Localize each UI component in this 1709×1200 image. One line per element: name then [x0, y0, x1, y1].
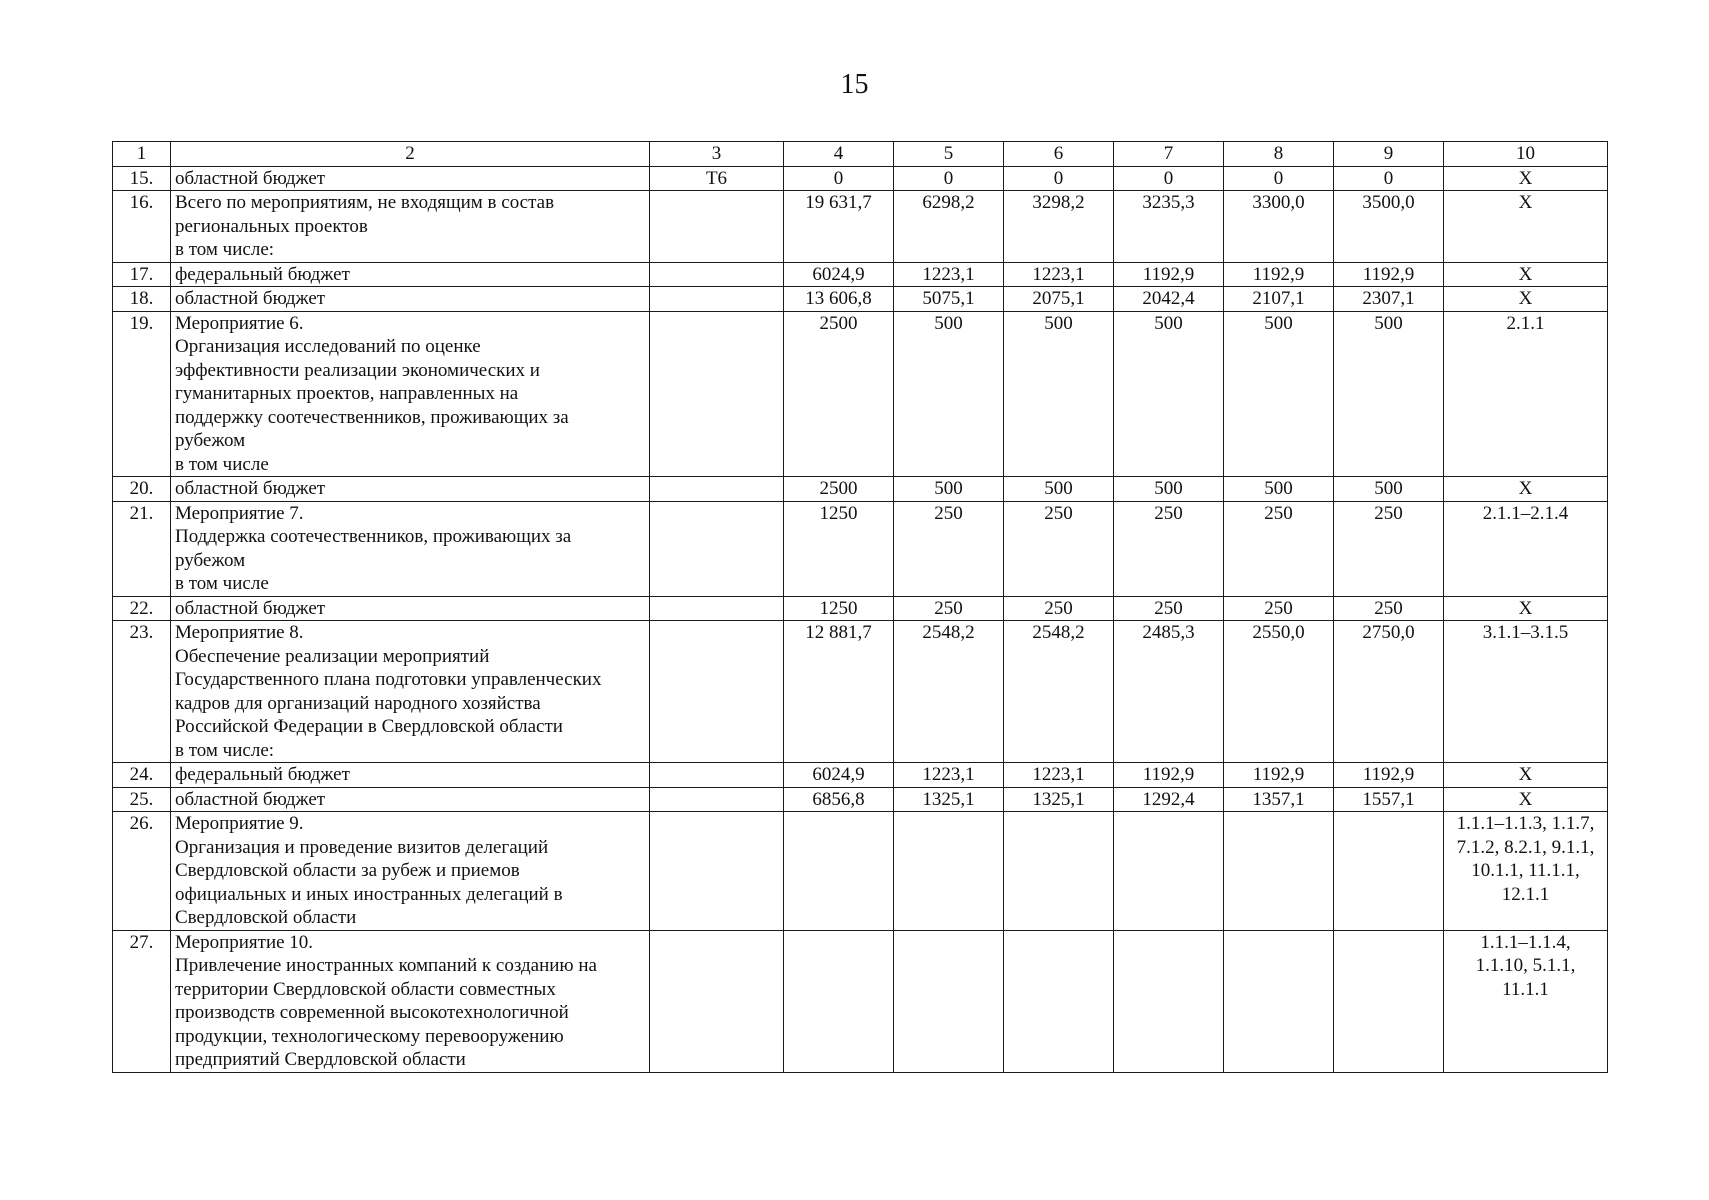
row-value-col5: 2548,2	[894, 621, 1004, 763]
row-value-col4: 1250	[784, 596, 894, 621]
row-number: 21.	[113, 501, 171, 596]
row-value-col7	[1114, 812, 1224, 931]
row-value-col6: 2548,2	[1004, 621, 1114, 763]
row-value-col4: 19 631,7	[784, 191, 894, 263]
row-value-col9: 2750,0	[1334, 621, 1444, 763]
row-value-col9: 1192,9	[1334, 262, 1444, 287]
row-name: областной бюджет	[171, 596, 650, 621]
row-source-code	[650, 191, 784, 263]
row-value-col8: 500	[1224, 311, 1334, 477]
row-value-col9: 2307,1	[1334, 287, 1444, 312]
row-value-col4: 12 881,7	[784, 621, 894, 763]
row-value-col5: 0	[894, 166, 1004, 191]
row-number: 22.	[113, 596, 171, 621]
row-name: Всего по мероприятиям, не входящим в состав региональных проектов в том числе:	[171, 191, 650, 263]
row-value-col4: 6856,8	[784, 787, 894, 812]
row-value-col8: 500	[1224, 477, 1334, 502]
row-value-col7: 3235,3	[1114, 191, 1224, 263]
row-target-indicators: Х	[1444, 287, 1608, 312]
row-target-indicators: Х	[1444, 262, 1608, 287]
row-name: областной бюджет	[171, 787, 650, 812]
table-row	[113, 501, 1608, 596]
row-value-col9	[1334, 812, 1444, 931]
row-value-col7: 500	[1114, 311, 1224, 477]
row-name: Мероприятие 7. Поддержка соотечественников, проживающих за рубежом в том числе	[171, 501, 650, 596]
row-value-col6: 1325,1	[1004, 787, 1114, 812]
table-row	[113, 311, 1608, 477]
row-value-col7: 2042,4	[1114, 287, 1224, 312]
row-value-col7: 0	[1114, 166, 1224, 191]
row-number: 27.	[113, 930, 171, 1072]
row-value-col8: 250	[1224, 596, 1334, 621]
table-row	[113, 621, 1608, 763]
row-number: 15.	[113, 166, 171, 191]
row-target-indicators: Х	[1444, 787, 1608, 812]
row-source-code	[650, 763, 784, 788]
row-value-col9: 1192,9	[1334, 763, 1444, 788]
row-value-col8: 2107,1	[1224, 287, 1334, 312]
row-value-col9: 250	[1334, 501, 1444, 596]
row-source-code	[650, 262, 784, 287]
row-source-code	[650, 621, 784, 763]
row-value-col6: 500	[1004, 477, 1114, 502]
row-value-col7: 500	[1114, 477, 1224, 502]
row-number: 24.	[113, 763, 171, 788]
row-number: 17.	[113, 262, 171, 287]
row-source-code	[650, 812, 784, 931]
column-header: 7	[1114, 142, 1224, 167]
row-number: 25.	[113, 787, 171, 812]
row-value-col6: 0	[1004, 166, 1114, 191]
row-value-col7: 1292,4	[1114, 787, 1224, 812]
row-source-code	[650, 477, 784, 502]
row-value-col4: 0	[784, 166, 894, 191]
row-value-col9: 3500,0	[1334, 191, 1444, 263]
row-value-col9: 0	[1334, 166, 1444, 191]
row-value-col9: 500	[1334, 311, 1444, 477]
row-source-code	[650, 596, 784, 621]
row-value-col7: 1192,9	[1114, 262, 1224, 287]
table-row	[113, 596, 1608, 621]
column-header: 5	[894, 142, 1004, 167]
row-source-code	[650, 787, 784, 812]
table-row	[113, 166, 1608, 191]
table-row	[113, 477, 1608, 502]
table-row	[113, 262, 1608, 287]
row-value-col5: 1325,1	[894, 787, 1004, 812]
row-value-col8: 3300,0	[1224, 191, 1334, 263]
row-value-col9: 500	[1334, 477, 1444, 502]
row-value-col5: 500	[894, 311, 1004, 477]
row-number: 20.	[113, 477, 171, 502]
row-target-indicators: 2.1.1	[1444, 311, 1608, 477]
row-number: 23.	[113, 621, 171, 763]
row-target-indicators: Х	[1444, 596, 1608, 621]
table-row	[113, 787, 1608, 812]
row-value-col9: 1557,1	[1334, 787, 1444, 812]
row-name: областной бюджет	[171, 287, 650, 312]
row-name: областной бюджет	[171, 477, 650, 502]
row-value-col4: 6024,9	[784, 262, 894, 287]
row-value-col6: 1223,1	[1004, 763, 1114, 788]
row-target-indicators: Х	[1444, 166, 1608, 191]
column-header: 8	[1224, 142, 1334, 167]
row-value-col8	[1224, 930, 1334, 1072]
column-header: 2	[171, 142, 650, 167]
row-target-indicators: 1.1.1–1.1.4, 1.1.10, 5.1.1, 11.1.1	[1444, 930, 1608, 1072]
table-row	[113, 930, 1608, 1072]
row-value-col4	[784, 812, 894, 931]
row-number: 18.	[113, 287, 171, 312]
row-value-col5	[894, 812, 1004, 931]
row-value-col5	[894, 930, 1004, 1072]
row-value-col7: 2485,3	[1114, 621, 1224, 763]
row-source-code	[650, 501, 784, 596]
row-name: Мероприятие 10. Привлечение иностранных компаний к созданию на территории Свердловской области совместных производств современной высокотехнологичной продукции, технологическому перевооружению предприятий Свердловской области	[171, 930, 650, 1072]
row-value-col5: 1223,1	[894, 262, 1004, 287]
row-target-indicators: 3.1.1–3.1.5	[1444, 621, 1608, 763]
row-value-col6: 1223,1	[1004, 262, 1114, 287]
row-value-col8: 1357,1	[1224, 787, 1334, 812]
column-header: 1	[113, 142, 171, 167]
column-header: 10	[1444, 142, 1608, 167]
row-name: Мероприятие 6. Организация исследований по оценке эффективности реализации экономических и гуманитарных проектов, направленных на поддержку соотечественников, проживающих за рубежом в том числе	[171, 311, 650, 477]
column-header: 6	[1004, 142, 1114, 167]
row-value-col9	[1334, 930, 1444, 1072]
row-number: 16.	[113, 191, 171, 263]
row-value-col6: 500	[1004, 311, 1114, 477]
budget-table	[112, 141, 1608, 1073]
column-header: 4	[784, 142, 894, 167]
table-row	[113, 287, 1608, 312]
table-header-row	[113, 142, 1608, 167]
row-value-col4: 13 606,8	[784, 287, 894, 312]
row-value-col9: 250	[1334, 596, 1444, 621]
row-value-col4: 2500	[784, 311, 894, 477]
row-number: 19.	[113, 311, 171, 477]
row-value-col8	[1224, 812, 1334, 931]
row-value-col7: 1192,9	[1114, 763, 1224, 788]
row-value-col4: 2500	[784, 477, 894, 502]
row-value-col5: 250	[894, 596, 1004, 621]
row-value-col8: 1192,9	[1224, 262, 1334, 287]
row-source-code	[650, 287, 784, 312]
row-value-col8: 0	[1224, 166, 1334, 191]
table-row	[113, 191, 1608, 263]
row-value-col5: 500	[894, 477, 1004, 502]
row-value-col6: 250	[1004, 501, 1114, 596]
row-value-col5: 250	[894, 501, 1004, 596]
row-value-col4	[784, 930, 894, 1072]
row-target-indicators: Х	[1444, 477, 1608, 502]
row-value-col8: 2550,0	[1224, 621, 1334, 763]
row-name: Мероприятие 8. Обеспечение реализации мероприятий Государственного плана подготовки управленческих кадров для организаций народного хозяйства Российской Федерации в Свердловской области в том числе:	[171, 621, 650, 763]
row-value-col6: 250	[1004, 596, 1114, 621]
column-header: 3	[650, 142, 784, 167]
row-target-indicators: 2.1.1–2.1.4	[1444, 501, 1608, 596]
row-name: федеральный бюджет	[171, 262, 650, 287]
row-name: Мероприятие 9. Организация и проведение визитов делегаций Свердловской области за рубеж и приемов официальных и иных иностранных делегаций в Свердловской области	[171, 812, 650, 931]
row-number: 26.	[113, 812, 171, 931]
row-value-col7	[1114, 930, 1224, 1072]
row-value-col6	[1004, 930, 1114, 1072]
row-value-col4: 6024,9	[784, 763, 894, 788]
row-value-col5: 5075,1	[894, 287, 1004, 312]
row-value-col5: 6298,2	[894, 191, 1004, 263]
row-value-col8: 250	[1224, 501, 1334, 596]
row-source-code: Т6	[650, 166, 784, 191]
row-value-col6: 3298,2	[1004, 191, 1114, 263]
row-value-col7: 250	[1114, 596, 1224, 621]
row-value-col5: 1223,1	[894, 763, 1004, 788]
page-number: 15	[840, 69, 869, 100]
row-target-indicators: 1.1.1–1.1.3, 1.1.7, 7.1.2, 8.2.1, 9.1.1, 10.1.1, 11.1.1, 12.1.1	[1444, 812, 1608, 931]
row-value-col8: 1192,9	[1224, 763, 1334, 788]
row-source-code	[650, 930, 784, 1072]
row-target-indicators: Х	[1444, 763, 1608, 788]
row-name: областной бюджет	[171, 166, 650, 191]
row-value-col6: 2075,1	[1004, 287, 1114, 312]
table-row	[113, 812, 1608, 931]
row-source-code	[650, 311, 784, 477]
row-name: федеральный бюджет	[171, 763, 650, 788]
row-value-col4: 1250	[784, 501, 894, 596]
column-header: 9	[1334, 142, 1444, 167]
row-target-indicators: Х	[1444, 191, 1608, 263]
row-value-col6	[1004, 812, 1114, 931]
row-value-col7: 250	[1114, 501, 1224, 596]
table-row	[113, 763, 1608, 788]
